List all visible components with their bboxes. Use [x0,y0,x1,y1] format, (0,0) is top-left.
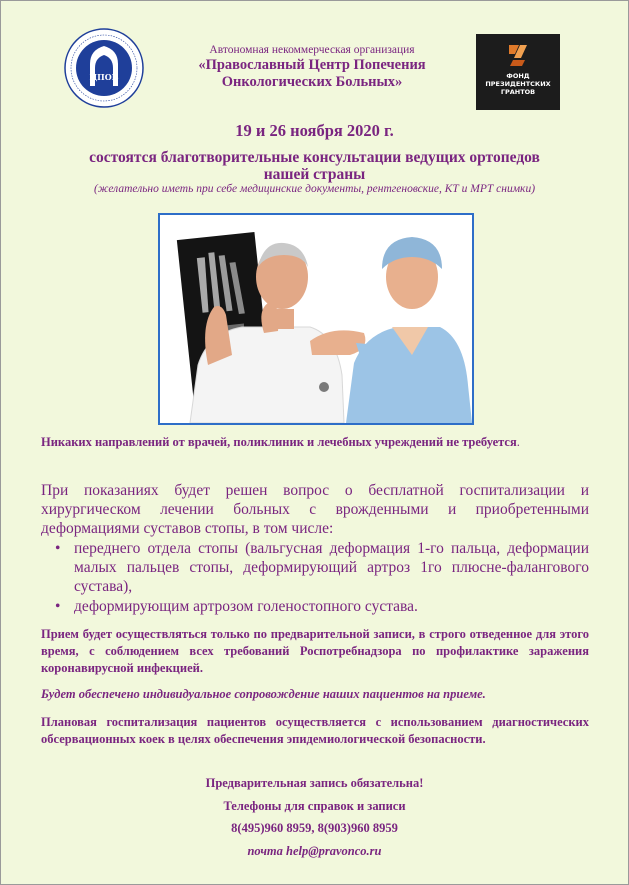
org-type: Автономная некоммерческая организация [209,44,415,56]
org-name-line2: Онкологических Больных» [221,74,403,90]
escort-paragraph: Будет обеспечено индивидуальное сопровождение наших пациентов на приеме. [41,687,486,701]
headline-line2: нашей страны [263,166,366,183]
no-referral-text: Никаких направлений от врачей, поликлиник и лечебных учреждений не требуется [41,435,517,449]
appointment-paragraph: Прием будет осуществляться только по предварительной записи, в строго отведенное для этого время, с соблюдением всех требований Роспотребнадзора по профилактике заражения коронавирусной инфекцией. [41,627,589,675]
org-name-line1: «Православный Центр Попечения [198,57,426,73]
conditions-list-block [41,539,589,616]
event-headline [61,149,568,183]
hospitalization-paragraph: Плановая госпитализация пациентов осуществляется с использованием диагностических обсервационных коек в целях обеспечения эпидемиологической безопасности. [41,715,589,746]
fund-logo-line3: ГРАНТОВ [500,88,536,96]
phones-label: Телефоны для справок и записи [223,798,406,813]
no-referral-period: . [516,435,520,449]
doctors-illustration [160,215,472,423]
fund-logo-line1: ФОНД [506,72,530,80]
contacts-block [1,772,628,862]
registration-required: Предварительная запись обязательна! [205,776,424,790]
fund-logo-line2: ПРЕЗИДЕНТСКИХ [485,80,551,88]
fund-mark-icon [506,42,530,68]
list-item: • переднего отдела стопы (вальгусная деформация 1-го пальца, деформации малых пальцев стопы, деформирующий артроз 1го плюсне-фалангового сустава), [41,539,589,596]
contact-email: почта help@pravonco.ru [247,843,382,858]
org-seal-text: ЦПОБ [89,72,119,82]
org-header [177,43,447,91]
phone-numbers: 8(495)960 8959, 8(903)960 8959 [231,821,398,835]
conditions-list [41,539,589,616]
no-referral-paragraph [41,434,589,451]
list-item: • деформирующим артрозом голеностопного сустава. [41,597,589,616]
org-seal-logo [64,28,144,108]
intro-paragraph: При показаниях будет решен вопрос о бесплатной госпитализации и хирургическом лечении больных с врожденными и приобретенными деформациями суставов стопы, в том числе: [41,482,589,537]
doctors-xray-photo [158,213,474,425]
headline-line1: состоятся благотворительные консультации ведущих ортопедов [89,149,540,166]
event-date: 19 и 26 ноября 2020 г. [235,121,394,140]
presidential-grants-fund-logo [476,34,560,110]
fund-logo-text [480,72,556,96]
documents-note: (желательно иметь при себе медицинские документы, рентгеновские, КТ и МРТ снимки) [93,183,536,195]
